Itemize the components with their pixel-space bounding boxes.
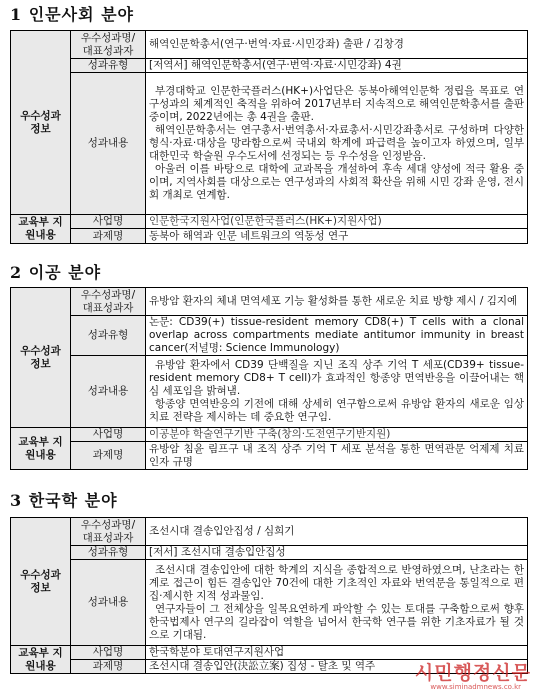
content-key: 성과내용	[71, 356, 146, 428]
title-author-key: 우수성과명/ 대표성과자	[71, 518, 146, 546]
content-value	[146, 356, 528, 428]
program-key: 사업명	[71, 428, 146, 442]
program-key: 사업명	[71, 646, 146, 660]
title-author-value: 유방암 환자의 체내 면역세포 기능 활성화를 통한 새로운 치료 방향 제시 / 김지예	[146, 288, 528, 316]
title-author-value: 해역인문학총서(연구·번역·자료·시민강좌) 출판 / 김창경	[146, 31, 528, 59]
content-paragraph: 아울러 이를 바탕으로 대학에 교과목을 개설하여 후속 세대 양성에 적극 활용 중이며, 지역사회를 대상으로는 연구성과의 사회적 확산을 위해 시민 강좌 운영, 전시회 개최로 연계함.	[149, 163, 524, 201]
type-value: 논문: CD39(+) tissue-resident memory CD8(+) T cells with a clonal overlap across compartments mediate antitumor immunity in breast cancer(저널명: Science Immunology)	[146, 316, 528, 356]
project-key: 과제명	[71, 442, 146, 470]
outcome-info-label: 우수성과 정보	[11, 288, 71, 428]
program-value: 인문한국지원사업(인문한국플러스(HK+)지원사업)	[146, 215, 528, 229]
content-paragraph: 해역인문학총서는 연구총서·번역총서·자료총서·시민강좌총서로 구성하며 다양한 형식·자료·대상을 망라함으로써 국내외 학계에 파급력을 높이고자 하였으며, 일부 대한민국 학술원 우수도서에 선정되는 등 우수성을 인정받음.	[149, 124, 524, 162]
title-author-key: 우수성과명/ 대표성과자	[71, 288, 146, 316]
type-key: 성과유형	[71, 59, 146, 73]
ministry-support-label: 교육부 지 원내용	[11, 215, 71, 244]
program-value: 한국학분야 토대연구지원사업	[146, 646, 528, 660]
section-2-title: 2 이공 분야	[10, 263, 102, 282]
content-paragraph: 유방암 환자에서 CD39 단백질을 지닌 조직 상주 기억 T 세포(CD39+ tissue-resident memory CD8+ T cell)가 효과적인 항종양 면역반응을 이끌어내는 핵심 세포임을 밝혀냄.	[149, 359, 524, 397]
watermark-url: www.siminadmnews.co.kr	[430, 683, 521, 691]
type-value: [저서] 조선시대 결송입안집성	[146, 546, 528, 560]
content-paragraph: 항종양 면역반응의 기전에 대해 상세히 연구함으로써 유방암 환자의 새로운 임상 치료 전략을 제시하는 데 중요한 연구임.	[149, 398, 524, 423]
type-key: 성과유형	[71, 316, 146, 356]
content-paragraph: 부경대학교 인문한국플러스(HK+)사업단은 동북아해역인문학 정립을 목표로 연구성과의 체계적인 축적을 위하여 2017년부터 지속적으로 해역인문학총서를 출판중이며, 2022년에는 총 4권을 출판.	[149, 85, 524, 123]
project-value: 유방암 침윤 림프구 내 조직 상주 기억 T 세포 분석을 통한 면역관문 억제제 치료 인자 규명	[146, 442, 528, 470]
content-key: 성과내용	[71, 73, 146, 215]
content-value	[146, 560, 528, 646]
project-value: 동북아 해역과 인문 네트워크의 역동성 연구	[146, 229, 528, 244]
type-key: 성과유형	[71, 546, 146, 560]
ministry-support-label: 교육부 지 원내용	[11, 428, 71, 470]
ministry-support-label: 교육부 지 원내용	[11, 646, 71, 674]
project-value: 조선시대 결송입안(決訟立案) 집성 - 탈초 및 역주	[146, 660, 528, 674]
section-2-table	[10, 287, 528, 470]
type-value: [저역서] 해역인문학총서(연구·번역·자료·시민강좌) 4권	[146, 59, 528, 73]
content-paragraph: 조선시대 결송입안에 대한 학계의 지식을 종합적으로 반영하였으며, 난초라는 한계로 접근이 힘든 결송입안 70건에 대한 기초적인 자료와 번역문을 통일적으로 편집·제시한 지적 성과물임.	[149, 563, 524, 602]
program-value: 이공분야 학술연구기반 구축(창의·도전연구기반지원)	[146, 428, 528, 442]
title-author-value: 조선시대 결송입안집성 / 심희기	[146, 518, 528, 546]
title-author-key: 우수성과명/ 대표성과자	[71, 31, 146, 59]
outcome-info-label: 우수성과 정보	[11, 31, 71, 215]
content-key: 성과내용	[71, 560, 146, 646]
section-3-title: 3 한국학 분야	[10, 491, 118, 510]
content-paragraph: 연구자들이 그 전체상을 일목요연하게 파악할 수 있는 토대를 구축함으로써 향후 한국법제사 연구의 길라잡이 역할을 넘어서 한국학 연구를 위한 기초자료가 될 것으로 기대됨.	[149, 602, 524, 641]
section-3-table	[10, 517, 528, 674]
section-1-table	[10, 30, 528, 244]
project-key: 과제명	[71, 660, 146, 674]
outcome-info-label: 우수성과 정보	[11, 518, 71, 646]
content-value	[146, 73, 528, 215]
project-key: 과제명	[71, 229, 146, 244]
watermark-logo: 시민행정신문	[414, 662, 531, 684]
section-1-title: 1 인문사회 분야	[10, 5, 135, 24]
program-key: 사업명	[71, 215, 146, 229]
